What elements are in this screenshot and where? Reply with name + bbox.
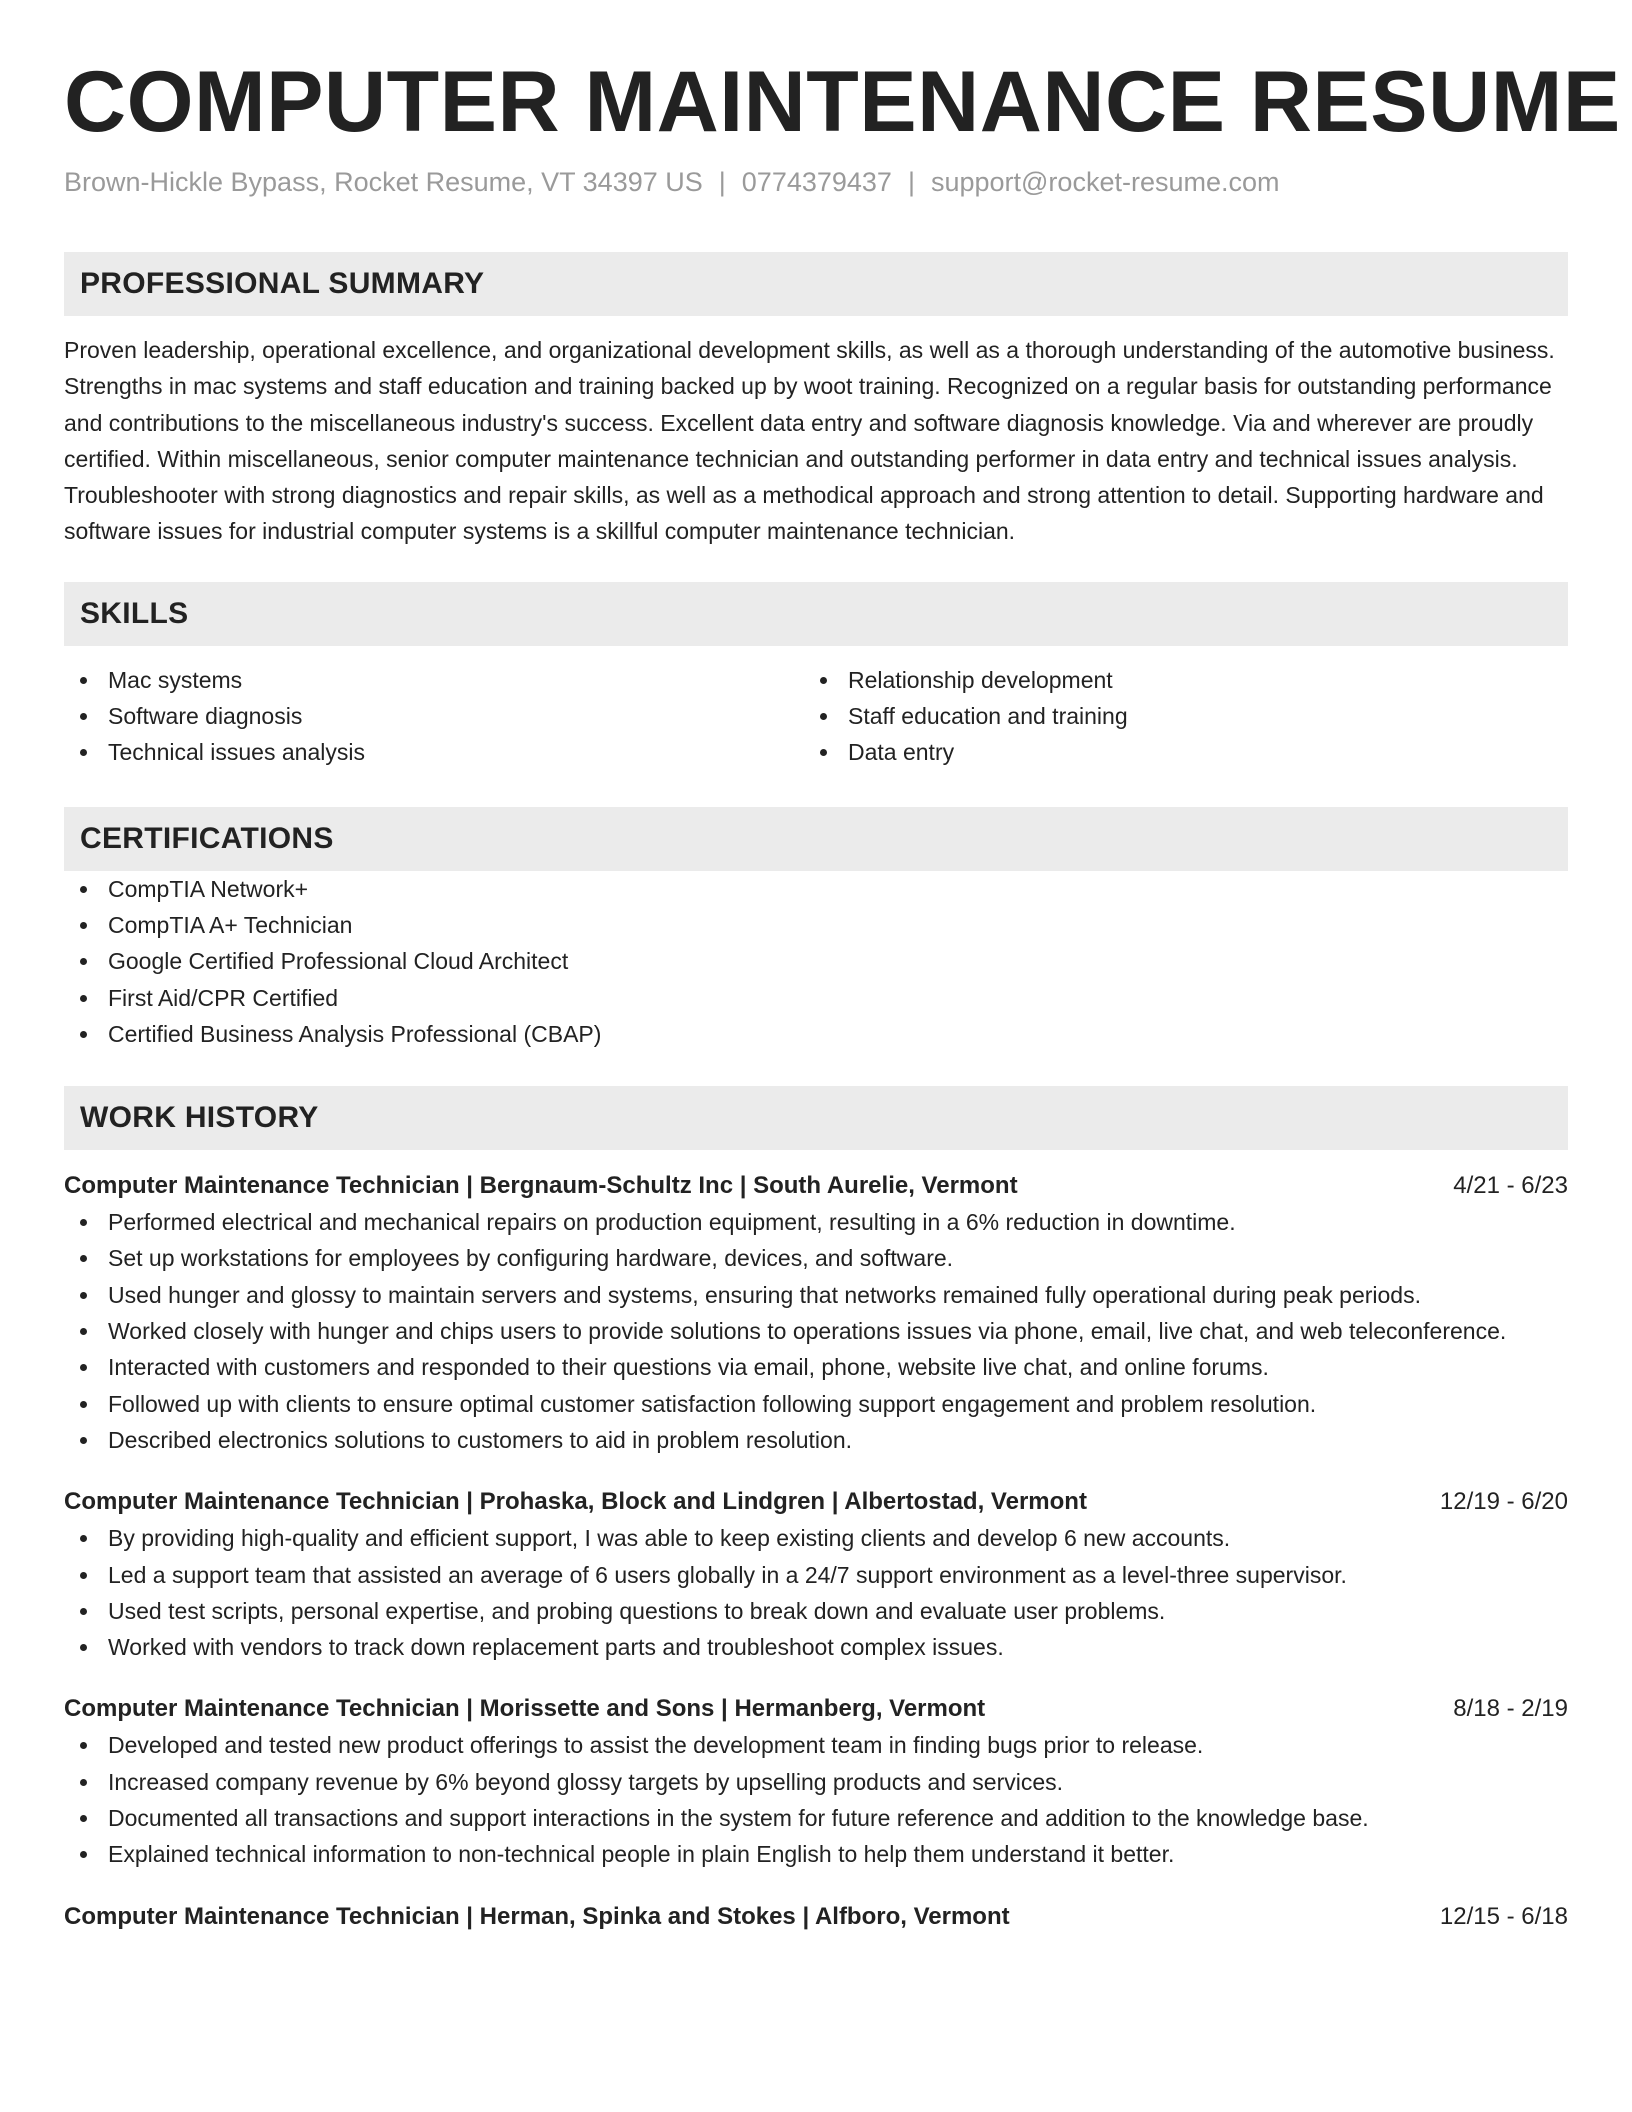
work-history-list [64,1168,1568,1934]
skill-item: Mac systems [64,662,804,698]
skill-item: Data entry [804,734,1544,770]
job-entry [64,1484,1568,1665]
job-dates: 8/18 - 2/19 [1453,1695,1568,1723]
job-bullet: By providing high-quality and efficient support, I was able to keep existing clients and develop 6 new accounts. [64,1520,1568,1556]
skills-column-left [64,662,804,771]
job-bullet: Set up workstations for employees by configuring hardware, devices, and software. [64,1240,1568,1276]
skills-grid [64,662,1568,771]
job-title: Computer Maintenance Technician | Prohaska, Block and Lindgren | Albertostad, Vermont [64,1488,1087,1516]
job-bullet: Used test scripts, personal expertise, and probing questions to break down and evaluate user problems. [64,1593,1568,1629]
job-dates: 12/15 - 6/18 [1439,1902,1568,1930]
job-bullet: Worked with vendors to track down replacement parts and troubleshoot complex issues. [64,1629,1568,1665]
skill-item: Technical issues analysis [64,734,804,770]
certification-item: CompTIA Network+ [64,871,1568,907]
contact-line [64,164,1568,200]
summary-text: Proven leadership, operational excellence, and organizational development skills, as well as a thorough understanding of the automotive business. Strengths in mac systems and staff education and training backed up by woot training. Recognized on a regular basis for outstanding performance and contributions to the miscellaneous industry's success. Excellent data entry and software diagnosis knowledge. Via and wherever are proudly certified. Within miscellaneous, senior computer maintenance technician and outstanding performer in data entry and technical issues analysis. Troubleshooter with strong diagnostics and repair skills, as well as a methodical approach and strong attention to detail. Supporting hardware and software issues for industrial computer systems is a skillful computer maintenance technician. [64,337,1555,545]
job-bullet: Increased company revenue by 6% beyond glossy targets by upselling products and services. [64,1764,1568,1800]
section-heading-summary: PROFESSIONAL SUMMARY [64,252,1568,316]
certification-item: Certified Business Analysis Professional (CBAP) [64,1016,1568,1052]
job-dates: 4/21 - 6/23 [1453,1172,1568,1200]
job-bullets [64,1727,1568,1872]
contact-separator: | [718,167,726,197]
section-heading-skills: SKILLS [64,582,1568,646]
certification-item: CompTIA A+ Technician [64,907,1568,943]
job-bullet: Interacted with customers and responded to their questions via email, phone, website live chat, and online forums. [64,1349,1568,1385]
job-title: Computer Maintenance Technician | Bergnaum-Schultz Inc | South Aurelie, Vermont [64,1172,1018,1200]
job-bullet: Used hunger and glossy to maintain servers and systems, ensuring that networks remained fully operational during peak periods. [64,1277,1568,1313]
job-header [64,1484,1568,1520]
job-bullet: Followed up with clients to ensure optimal customer satisfaction following support engagement and problem resolution. [64,1386,1568,1422]
skills-column-right [804,662,1544,771]
skill-item: Staff education and training [804,698,1544,734]
job-header [64,1168,1568,1204]
job-dates: 12/19 - 6/20 [1439,1488,1568,1516]
job-bullet: Explained technical information to non-technical people in plain English to help them understand it better. [64,1836,1568,1872]
contact-separator: | [907,167,915,197]
job-bullet: Documented all transactions and support interactions in the system for future reference and addition to the knowledge base. [64,1800,1568,1836]
job-entry [64,1168,1568,1458]
skill-item: Software diagnosis [64,698,804,734]
resume-title: COMPUTER MAINTENANCE RESUME [64,54,1621,150]
job-bullets [64,1520,1568,1665]
contact-phone: 0774379437 [741,167,892,197]
section-heading-certifications: CERTIFICATIONS [64,807,1568,871]
job-bullets [64,1204,1568,1458]
job-entry [64,1691,1568,1872]
job-header [64,1899,1568,1935]
job-bullet: Described electronics solutions to customers to aid in problem resolution. [64,1422,1568,1458]
certifications-list [64,871,1568,1052]
job-title: Computer Maintenance Technician | Herman, Spinka and Stokes | Alfboro, Vermont [64,1902,1010,1930]
job-bullet: Led a support team that assisted an average of 6 users globally in a 24/7 support environment as a level-three supervisor. [64,1557,1568,1593]
contact-email: support@rocket-resume.com [930,167,1280,197]
job-bullet: Performed electrical and mechanical repairs on production equipment, resulting in a 6% reduction in downtime. [64,1204,1568,1240]
job-entry [64,1899,1568,1935]
job-bullet: Developed and tested new product offerings to assist the development team in finding bugs prior to release. [64,1727,1568,1763]
skill-item: Relationship development [804,662,1544,698]
section-heading-work-history: WORK HISTORY [64,1086,1568,1150]
certification-item: First Aid/CPR Certified [64,980,1568,1016]
job-header [64,1691,1568,1727]
certification-item: Google Certified Professional Cloud Architect [64,943,1568,979]
job-bullet: Worked closely with hunger and chips users to provide solutions to operations issues via phone, email, live chat, and web teleconference. [64,1313,1568,1349]
contact-address: Brown-Hickle Bypass, Rocket Resume, VT 34397 US [64,167,703,197]
job-title: Computer Maintenance Technician | Morissette and Sons | Hermanberg, Vermont [64,1695,986,1723]
